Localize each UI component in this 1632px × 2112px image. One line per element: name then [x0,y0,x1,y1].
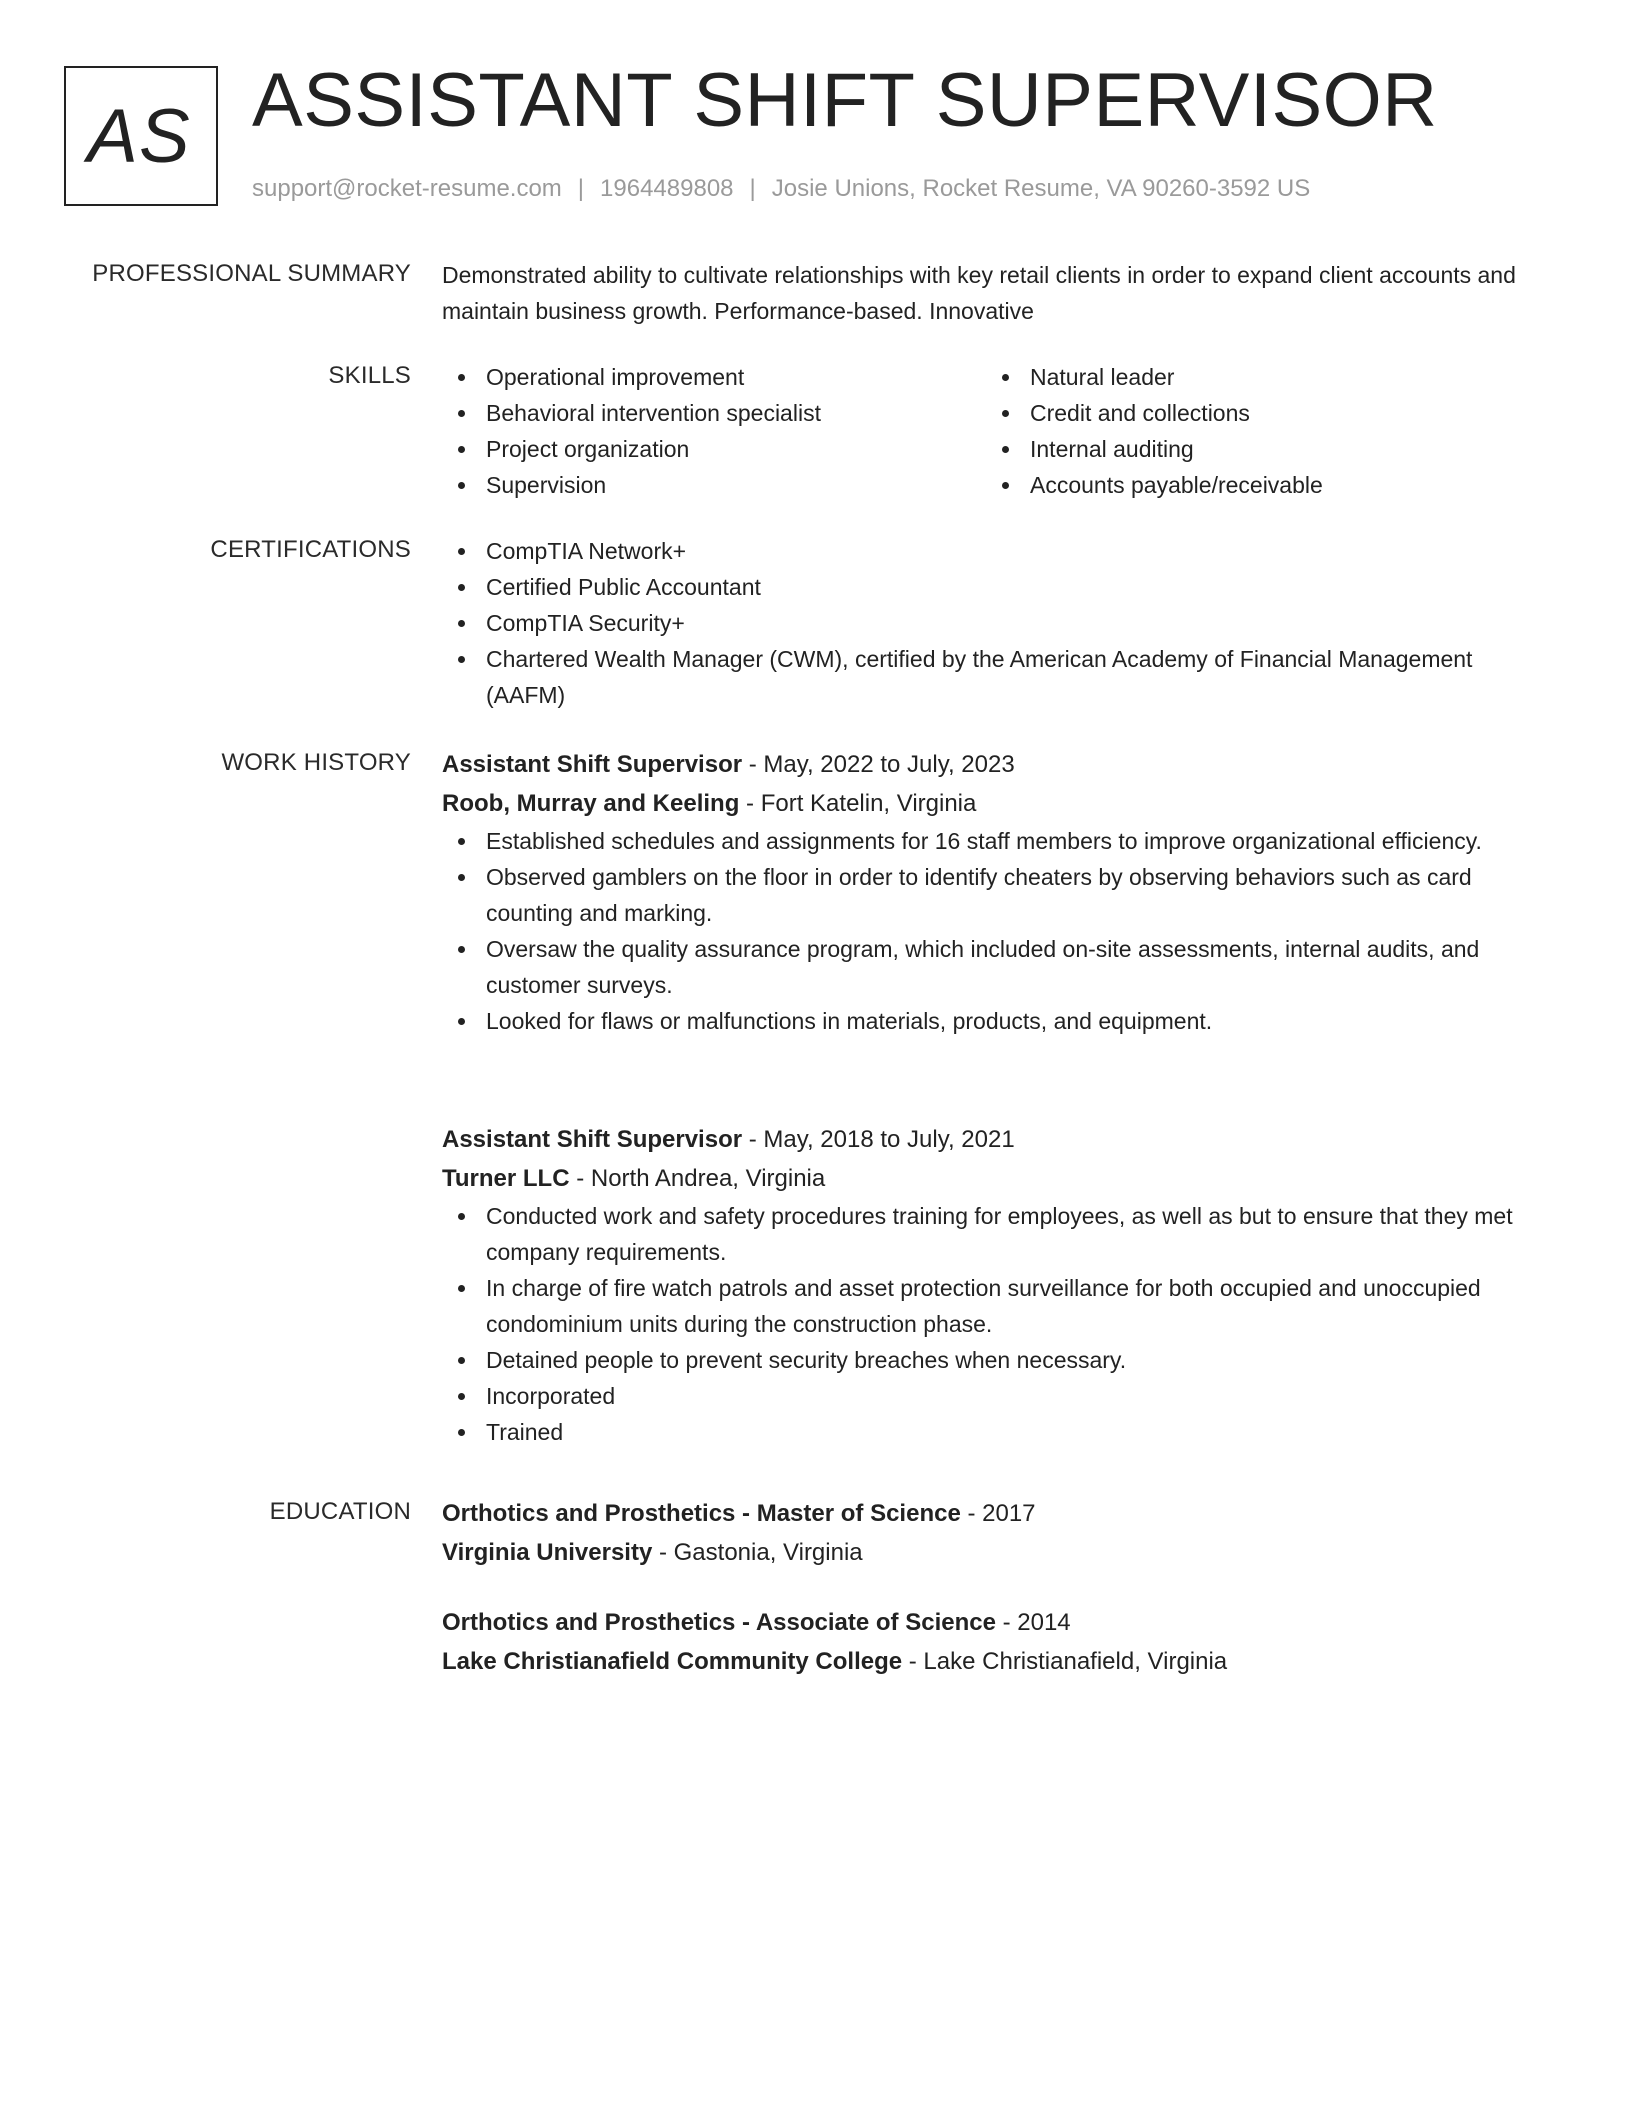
education-entry [442,1603,1552,1681]
job-duty-item: Conducted work and safety procedures training for employees, as well as but to ensure that they met company requirements. [442,1198,1552,1270]
job-duties-list [442,1198,1552,1450]
education-entry [442,1494,1552,1572]
skill-item: Supervision [442,467,986,503]
degree-line [442,1603,1552,1642]
contact-address: Josie Unions, Rocket Resume, VA 90260-3592 US [771,175,1311,202]
skill-item: Project organization [442,431,986,467]
school-location: - Lake Christianafield, Virginia [902,1648,1228,1675]
contact-line [252,172,1310,206]
certifications-heading: CERTIFICATIONS [210,536,411,563]
job-location: - North Andrea, Virginia [569,1165,826,1192]
job-dates: - May, 2022 to July, 2023 [742,751,1015,778]
job-title: Assistant Shift Supervisor [442,751,743,778]
skills-heading: SKILLS [328,362,411,389]
school-location: - Gastonia, Virginia [652,1539,863,1566]
resume-title: ASSISTANT SHIFT SUPERVISOR [252,58,1438,143]
degree-year: - 2014 [995,1609,1071,1636]
degree-name: Orthotics and Prosthetics - Associate of Science [442,1609,996,1636]
skill-item: Operational improvement [442,359,986,395]
skill-item: Accounts payable/receivable [986,467,1530,503]
skills-grid [442,359,1552,503]
skill-item: Credit and collections [986,395,1530,431]
degree-name: Orthotics and Prosthetics - Master of Science [442,1500,961,1527]
degree-line [442,1494,1552,1533]
job-company-line [442,1159,1552,1198]
job-company: Turner LLC [442,1165,570,1192]
job-duty-item: Established schedules and assignments for 16 staff members to improve organizational efficiency. [442,823,1552,859]
job-company-line [442,784,1552,823]
job-title: Assistant Shift Supervisor [442,1126,743,1153]
job-duty-item: Looked for flaws or malfunctions in materials, products, and equipment. [442,1003,1552,1039]
skills-list-right [986,359,1530,503]
school-line [442,1642,1552,1681]
summary-text: Demonstrated ability to cultivate relationships with key retail clients in order to expand client accounts and maintain business growth. Performance-based. Innovative [442,262,1516,324]
contact-phone: 1964489808 [600,175,734,202]
school-name: Virginia University [442,1539,653,1566]
job-duty-item: Trained [442,1414,1552,1450]
skill-item: Internal auditing [986,431,1530,467]
school-line [442,1533,1552,1572]
skills-section [442,359,1552,503]
certification-item: Chartered Wealth Manager (CWM), certified by the American Academy of Financial Management (AAFM) [442,641,1552,713]
job-entry [442,1120,1552,1450]
contact-separator: | [577,175,585,202]
job-location: - Fort Katelin, Virginia [739,790,977,817]
certification-item: CompTIA Security+ [442,605,1552,641]
job-duty-item: Oversaw the quality assurance program, which included on-site assessments, internal audits, and customer surveys. [442,931,1552,1003]
certifications-section [442,533,1552,713]
job-dates: - May, 2018 to July, 2021 [742,1126,1015,1153]
job-duty-item: Observed gamblers on the floor in order to identify cheaters by observing behaviors such as card counting and marking. [442,859,1552,931]
monogram-initials: AS [87,93,191,179]
job-title-line [442,745,1552,784]
job-duty-item: Detained people to prevent security breaches when necessary. [442,1342,1552,1378]
certification-item: Certified Public Accountant [442,569,1552,605]
job-entry [442,745,1552,1039]
certifications-list [442,533,1552,713]
education-heading: EDUCATION [269,1498,411,1525]
skill-item: Behavioral intervention specialist [442,395,986,431]
monogram-box [64,66,218,206]
work-history-heading: WORK HISTORY [221,749,411,776]
job-duties-list [442,823,1552,1039]
job-company: Roob, Murray and Keeling [442,790,740,817]
degree-year: - 2017 [960,1500,1036,1527]
contact-email: support@rocket-resume.com [252,175,562,202]
job-duty-item: Incorporated [442,1378,1552,1414]
summary-section [442,257,1552,329]
job-title-line [442,1120,1552,1159]
skills-list-left [442,359,986,503]
job-duty-item: In charge of fire watch patrols and asset protection surveillance for both occupied and unoccupied condominium units during the construction phase. [442,1270,1552,1342]
contact-separator: | [749,175,756,202]
school-name: Lake Christianafield Community College [442,1648,903,1675]
skill-item: Natural leader [986,359,1530,395]
summary-heading: PROFESSIONAL SUMMARY [92,260,411,287]
certification-item: CompTIA Network+ [442,533,1552,569]
